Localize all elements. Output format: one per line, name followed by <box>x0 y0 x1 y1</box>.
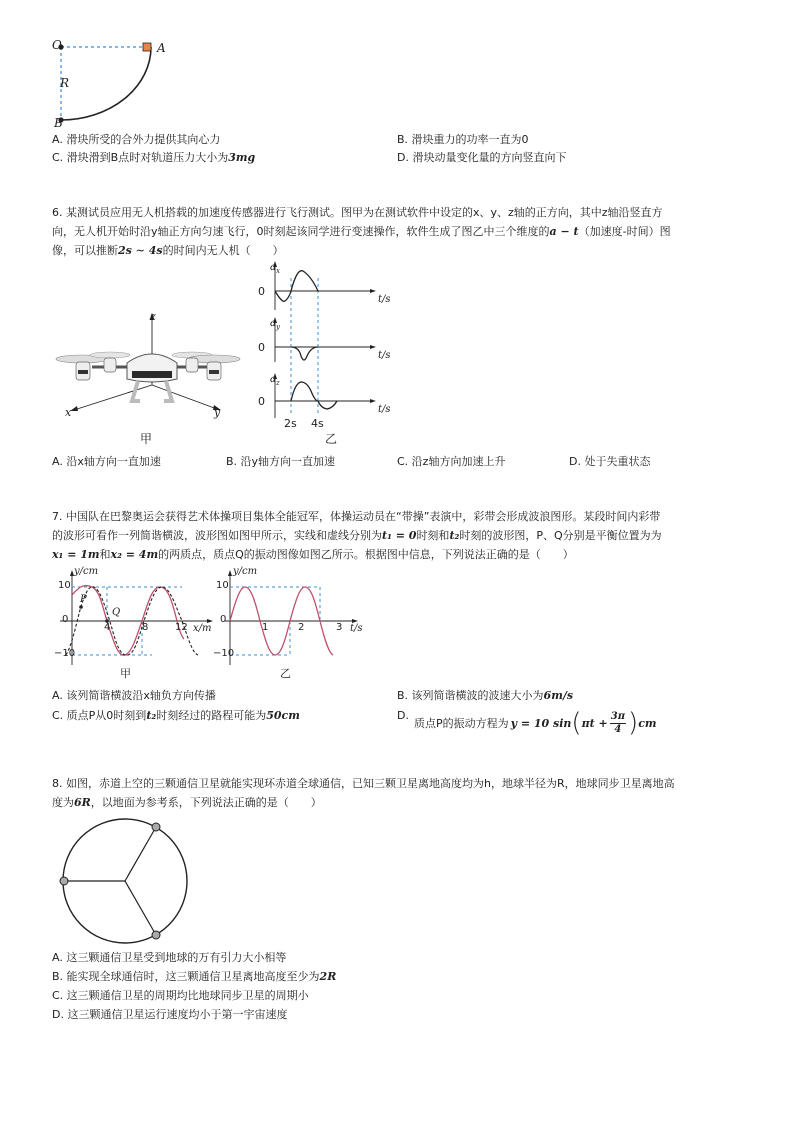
q6-option-b: B. 沿y轴方向一直加速 <box>226 455 336 468</box>
q5-option-c-text: C. 滑块滑到B点时对轨道压力大小为 <box>52 151 229 164</box>
q6-ax-t-label: t/s <box>378 294 391 305</box>
q6-az-curve <box>291 382 337 409</box>
q7-vib-zero: 0 <box>220 614 227 625</box>
q5-option-c <box>52 151 255 165</box>
q7-option-d-numerator: 3π <box>610 710 626 722</box>
q7-option-a: A. 该列简谐横波沿x轴负方向传播 <box>52 689 216 702</box>
q8-option-b-text: B. 能实现全球通信时，这三颗通信卫星离地高度至少为 <box>52 970 320 983</box>
q5-option-d: D. 滑块动量变化量的方向竖直向下 <box>397 151 567 164</box>
q5-label-B: B <box>54 116 63 130</box>
q7-vib-t-label: t/s <box>350 623 363 634</box>
q6-ay-t-label: t/s <box>378 350 391 361</box>
q7-option-c-mid: 时刻经过的路程可能为 <box>156 709 267 722</box>
q7-wave-zero: 0 <box>62 614 69 625</box>
q7-wave-x8: 8 <box>142 622 149 633</box>
q6-motor-3 <box>186 358 198 372</box>
q6-label-x: x <box>65 406 72 419</box>
q8-option-b-math: 2R <box>319 970 337 983</box>
q7-wave-y10: 10 <box>58 580 71 591</box>
q8-stem-line2 <box>52 793 772 812</box>
q7-stem-line1: 7. 中国队在巴黎奥运会获得艺术体操项目集体全能冠军，体操运动员在“带操”表演中，彩带会形成波浪图形。某段时间内彩带 <box>52 510 661 523</box>
q5-option-c-math: 3mg <box>228 151 256 164</box>
q6-motor-2 <box>104 358 116 372</box>
q6-stem-line3-math: 2s ∼ 4s <box>118 244 163 257</box>
q8-stem-line1: 8. 如图，赤道上空的三颗通信卫星就能实现环赤道全球通信，已知三颗卫星离地高度均为h，地球半径为R，地球同步卫星离地高 <box>52 777 675 790</box>
q7-stem-line2-text: 的波形可看作一列简谐横波，波形图如图甲所示，实线和虚线分别为 <box>52 529 382 542</box>
q8-satellite-2 <box>60 877 68 885</box>
q8-satellite-1 <box>152 823 160 831</box>
q5-label-R: R <box>60 76 70 90</box>
q6-drone-body-stripe <box>132 371 172 378</box>
q7-wave-ym10: −10 <box>54 648 76 659</box>
q7-stem-line3-tail: 的两质点，质点Q的振动图像如图乙所示。根据图中信息，下列说法正确的是（ ） <box>158 548 574 561</box>
q7-wave-x4: 4 <box>104 622 111 633</box>
q7-label-Q: Q <box>112 607 121 618</box>
q7-stem-line2-mid: 时刻和 <box>416 529 450 542</box>
q7-stem-line2 <box>52 526 772 545</box>
q7-option-c-math1: t₂ <box>146 709 157 722</box>
q7-option-b-text: B. 该列简谐横波的波速大小为 <box>397 689 544 702</box>
q6-drone-figure <box>52 305 242 420</box>
q6-stem-line3-tail: 的时间内无人机（ ） <box>162 244 284 257</box>
q6-option-c: C. 沿z轴方向加速上升 <box>397 455 506 468</box>
q6-stem-line3 <box>52 241 752 260</box>
q6-at-graphs <box>255 258 395 430</box>
q7-option-d-paren-open: ( <box>571 708 582 738</box>
q7-stem-line2-tail: 时刻的波形图，P、Q分别是平衡位置为为 <box>459 529 662 542</box>
q6-stem-line3-text: 像，可以推断 <box>52 244 118 257</box>
q6-option-a: A. 沿x轴方向一直加速 <box>52 455 161 468</box>
q7-option-d-pi-t: πt + <box>581 716 608 730</box>
q8-line-to-sat-1 <box>125 827 156 881</box>
q6-label-z: z <box>150 310 156 323</box>
q6-az-t-label: t/s <box>378 404 391 415</box>
q7-stem-line2-math1: t₁ = 0 <box>382 529 417 542</box>
q8-satellite-3 <box>152 931 160 939</box>
q6-x-axis <box>74 385 152 410</box>
q6-az-zero: 0 <box>258 395 265 408</box>
q6-stem <box>52 203 752 260</box>
q6-ax-zero: 0 <box>258 285 265 298</box>
q5-arc-track <box>61 47 151 120</box>
q6-y-axis <box>152 385 217 409</box>
q7-caption-jia: 甲 <box>120 667 131 680</box>
q8-satellite-figure <box>55 815 195 945</box>
q7-caption-yi: 乙 <box>280 667 291 680</box>
q6-caption-yi: 乙 <box>325 432 338 446</box>
q8-option-b <box>52 970 336 984</box>
q7-wave-x12: 12 <box>175 622 188 633</box>
q6-label-y: y <box>214 406 221 419</box>
q6-label-ay: $a_y$ <box>270 318 280 331</box>
q7-point-P <box>79 605 83 609</box>
q6-landing-gear-right <box>164 381 172 401</box>
q6-ax-curve <box>275 271 318 302</box>
q7-vib-t3: 3 <box>336 622 343 633</box>
q7-vib-y-label: y/cm <box>233 566 258 577</box>
q6-rotor-left-back <box>90 352 130 358</box>
q7-option-d-paren-close: ) <box>628 708 639 738</box>
q7-option-b <box>397 689 573 703</box>
q7-option-d-math: y = 10 sin <box>510 716 572 730</box>
q7-option-d-text: 质点P的振动方程为 <box>414 717 509 730</box>
q8-option-d: D. 这三颗通信卫星运行速度均小于第一宇宙速度 <box>52 1008 288 1021</box>
q5-label-A: A <box>157 41 166 55</box>
q7-option-c <box>52 709 300 723</box>
q7-vib-y10: 10 <box>216 580 229 591</box>
q7-stem-line3-mid: 和 <box>99 548 111 561</box>
q7-option-d-letter: D. <box>397 709 409 722</box>
q7-vib-t1: 1 <box>262 622 269 633</box>
q8-line-to-sat-3 <box>125 881 156 935</box>
q8-stem <box>52 774 772 812</box>
q6-stem-line2-text: 向，无人机开始时沿y轴正方向匀速飞行，0时刻起该同学进行变速操作，软件生成了图乙中三个维度的 <box>52 225 550 238</box>
q6-label-az: $a_z$ <box>270 374 280 387</box>
q6-stem-line2-math: a − t <box>549 225 579 238</box>
q6-ay-zero: 0 <box>258 341 265 354</box>
q7-vib-t2: 2 <box>298 622 305 633</box>
q7-wave-solid-t1 <box>72 585 184 655</box>
q7-stem-line3 <box>52 545 772 564</box>
q7-option-c-text: C. 质点P从0时刻到 <box>52 709 147 722</box>
q7-option-d-denominator: 4 <box>614 723 622 735</box>
q8-stem-line2-text: 度为 <box>52 796 74 809</box>
q7-wave-y-label: y/cm <box>74 566 99 577</box>
q7-option-c-math2: 50cm <box>266 709 300 722</box>
q7-option-d-unit: cm <box>638 716 657 730</box>
q7-label-P: P <box>80 594 87 605</box>
q8-stem-line2-tail: ，以地面为参考系，下列说法正确的是（ ） <box>90 796 322 809</box>
q5-slider-block <box>143 43 151 51</box>
q7-option-b-math: 6m/s <box>543 689 574 702</box>
q8-option-c: C. 这三颗通信卫星的周期均比地球同步卫星的周期小 <box>52 989 309 1002</box>
q7-stem-line3-math1: x₁ = 1m <box>52 548 100 561</box>
q5-label-O: O <box>52 38 62 52</box>
q6-motor-1-band <box>78 370 88 374</box>
q5-option-a: A. 滑块所受的合外力提供其向心力 <box>52 133 221 146</box>
q6-caption-jia: 甲 <box>140 432 153 446</box>
q7-option-d-fraction <box>610 711 626 736</box>
q6-stem-line2-tail: （加速度-时间）图 <box>578 225 671 238</box>
q6-tick-4s: 4s <box>311 417 324 430</box>
q6-landing-gear-left <box>132 381 140 401</box>
q5-option-b: B. 滑块重力的功率一直为0 <box>397 133 529 146</box>
q7-option-d <box>414 705 657 741</box>
q6-motor-4-band <box>209 370 219 374</box>
q6-option-d: D. 处于失重状态 <box>569 455 651 468</box>
q7-stem-line3-math2: x₂ = 4m <box>110 548 159 561</box>
q6-stem-line1: 6. 某测试员应用无人机搭载的加速度传感器进行飞行测试。图甲为在测试软件中设定的x、y、z轴的正方向，其中z轴沿竖直方 <box>52 206 663 219</box>
q8-stem-line2-math: 6R <box>74 796 91 809</box>
q6-tick-2s: 2s <box>284 417 297 430</box>
q6-label-ax: $a_x$ <box>270 262 280 275</box>
q7-vib-ym10: −10 <box>213 648 235 659</box>
q7-stem <box>52 507 772 564</box>
q6-stem-line2 <box>52 222 752 241</box>
q8-option-a: A. 这三颗通信卫星受到地球的万有引力大小相等 <box>52 951 287 964</box>
q6-ay-curve <box>291 347 318 360</box>
q7-wave-x-label: x/m <box>193 623 212 634</box>
q7-stem-line2-math2: t₂ <box>449 529 460 542</box>
